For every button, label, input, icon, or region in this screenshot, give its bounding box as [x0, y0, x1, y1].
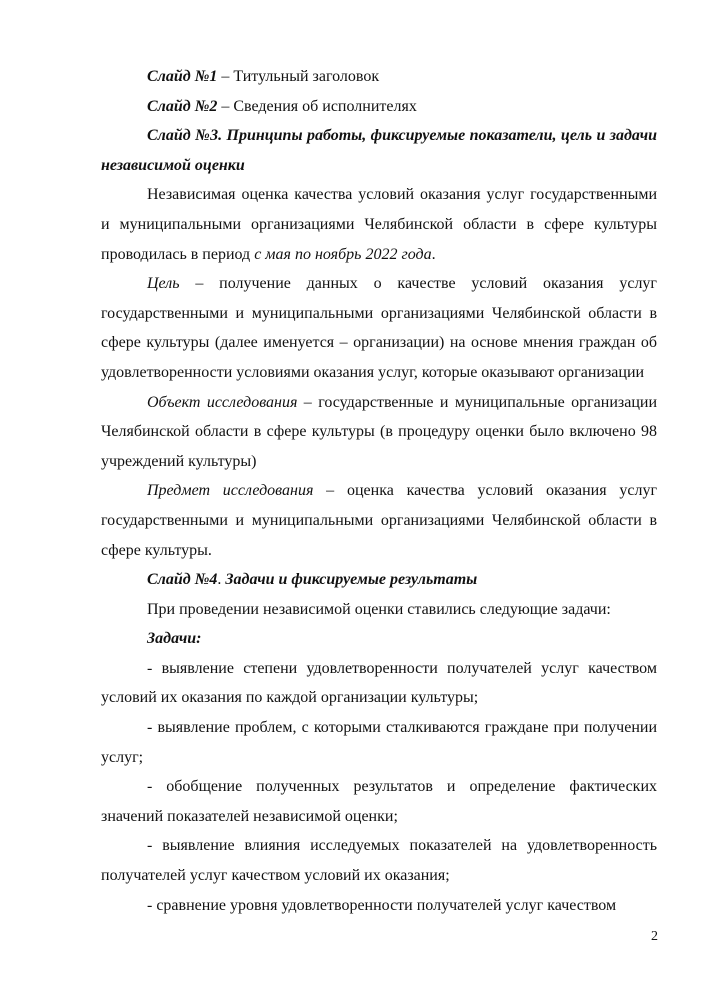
task-item: - выявление проблем, с которыми сталкиваются граждане при получении услуг;: [101, 719, 657, 766]
period-end: .: [431, 245, 436, 263]
period-emphasis: с мая по ноябрь 2022 года: [254, 245, 432, 263]
slide-2-label: Слайд №2: [147, 97, 218, 115]
tasks-intro: При проведении независимой оценки ставились следующие задачи:: [147, 600, 611, 618]
slide-4-title: Задачи и фиксируемые результаты: [225, 571, 478, 589]
slide-1-text: – Титульный заголовок: [217, 68, 380, 85]
slide-1-line: [101, 62, 657, 92]
task-item: - выявление влияния исследуемых показателей на удовлетворенность получателей услуг качеством условий их оказания;: [101, 837, 657, 885]
slide-2-text: – Сведения об исполнителях: [217, 97, 417, 115]
task-item: - обобщение полученных результатов и определение фактических значений показателей независимой оценки;: [101, 778, 657, 825]
subject-paragraph: [101, 476, 657, 565]
slide-3-heading: Слайд №3. Принципы работы, фиксируемые показатели, цель и задачи независимой оценки: [101, 127, 657, 174]
page-content: [101, 62, 657, 920]
goal-text: – получение данных о качестве условий оказания услуг государственными и муниципальными организациями Челябинской области в сфере культуры (далее именуется – организации) на основе мнения граждан об удовлетворенности условиями оказания услуг, которые оказывают организации: [101, 275, 657, 381]
slide-4-label: Слайд №4: [147, 571, 218, 589]
object-text: – государственные и муниципальные организации Челябинской области в сфере культуры (в процедуру оценки было включено 98 учреждений культуры): [101, 393, 658, 470]
goal-label: Цель: [147, 275, 180, 293]
period-paragraph: [101, 180, 657, 269]
tasks-label: Задачи:: [147, 630, 202, 648]
subject-label: Предмет исследования: [147, 482, 314, 500]
slide-2-line: [101, 92, 657, 122]
task-item: - выявление степени удовлетворенности получателей услуг качеством условий их оказания по каждой организации культуры;: [101, 659, 657, 707]
slide-4-heading: [101, 565, 657, 595]
task-item: - сравнение уровня удовлетворенности получателей услуг качеством: [147, 896, 617, 914]
period-text: Независимая оценка качества условий оказания услуг государственными и муниципальными организациями Челябинской области в сфере культуры проводилась в период: [101, 186, 657, 263]
page-number: 2: [651, 929, 658, 944]
goal-paragraph: [101, 269, 657, 387]
subject-text: – оценка качества условий оказания услуг государственными и муниципальными организациями Челябинской области в сфере культуры.: [101, 482, 658, 559]
slide-1-label: Слайд №1: [147, 68, 218, 85]
object-label: Объект исследования: [147, 393, 298, 411]
object-paragraph: [101, 388, 657, 477]
slide-4-separator: .: [217, 571, 226, 589]
